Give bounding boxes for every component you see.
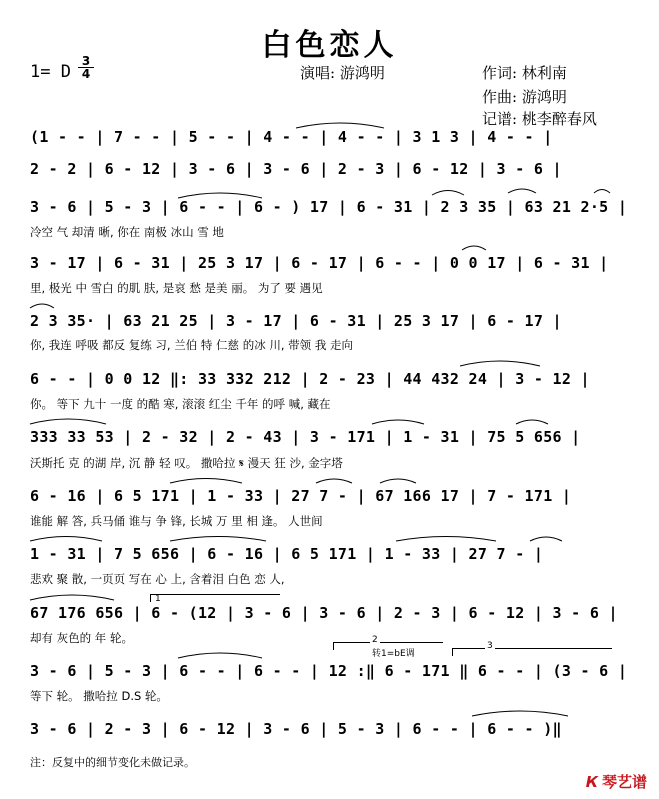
time-signature-bottom: 4 [81, 67, 91, 81]
song-title: 白色恋人 [261, 28, 398, 63]
slur-16 [170, 537, 266, 542]
slur-12 [170, 479, 242, 484]
watermark-text: 琴艺谱 [601, 773, 647, 791]
lyric-line-9: 悲欢 聚 散, 一页页 写在 心 上, 含着泪 白色 恋 人, [30, 572, 285, 586]
slur-5 [594, 190, 610, 194]
slur-7 [462, 246, 486, 250]
slur-14 [380, 479, 416, 483]
slur-4 [508, 189, 536, 193]
lyricist-credit: 作词: 林利南 [482, 64, 567, 82]
score-line-12: 3 - 6 | 2 - 3 | 6 - 12 | 3 - 6 | 5 - 3 | 6 - - | 6 - - )‖ [30, 720, 562, 738]
slur-8 [460, 361, 540, 366]
volta-number-1: 1 [155, 594, 161, 604]
slur-18 [530, 537, 562, 541]
lyric-line-3: 冷空 气 却清 晰, 你在 南极 冰山 雪 地 [30, 225, 224, 239]
composer-credit: 作曲: 游鸿明 [482, 88, 567, 106]
slur-13 [316, 479, 352, 483]
score-line-3: 3 - 6 | 5 - 3 | 6 - - | 6 - ) 17 | 6 - 31 | 2 3 35 | 63 21 2·5 | [30, 198, 628, 216]
score-line-11: 3 - 6 | 5 - 3 | 6 - - | 6 - - | 12 :‖ 6 - 171 ‖ 6 - - | (3 - 6 | [30, 662, 628, 680]
lyric-line-6: 你。 等下 九十 一度 的酷 寒, 滚滚 红尘 千年 的呼 喊, 藏在 [30, 397, 331, 411]
score-line-8: 6 - 16 | 6 5 171 | 1 - 33 | 27 7 - | 67 166 17 | 7 - 171 | [30, 487, 572, 505]
score-line-7: 333 33 53 | 2 - 32 | 2 - 43 | 3 - 171 | 1 - 31 | 75 5 656 | [30, 428, 581, 446]
score-line-4: 3 - 17 | 6 - 31 | 25 3 17 | 6 - 17 | 6 - - | 0 0 17 | 6 - 31 | [30, 254, 609, 272]
logo-mark-icon: К [585, 773, 598, 791]
slur-3 [432, 191, 464, 196]
watermark-logo [586, 771, 647, 792]
slur-20 [178, 653, 262, 658]
transcriber-credit: 记谱: 桃李醉春风 [482, 110, 597, 128]
score-line-5: 2 3 35· | 63 21 25 | 3 - 17 | 6 - 31 | 25 3 17 | 6 - 17 | [30, 312, 562, 330]
lyric-line-10: 却有 灰色的 年 轮。 [30, 631, 133, 645]
slur-1 [296, 123, 384, 128]
score-line-2: 2 - 2 | 6 - 12 | 3 - 6 | 3 - 6 | 2 - 3 | 6 - 12 | 3 - 6 | [30, 160, 562, 178]
score-line-10: 67 176 656 | 6 - (12 | 3 - 6 | 3 - 6 | 2 - 3 | 6 - 12 | 3 - 6 | [30, 604, 618, 622]
time-signature-top: 3 [78, 55, 94, 68]
slur-21 [472, 711, 568, 716]
volta-number-2: 2 [372, 635, 378, 645]
slur-17 [396, 537, 496, 542]
lyric-line-7: 沃斯托 克 的湖 岸, 沉 静 轻 叹。 撒哈拉 𝄋 漫天 狂 沙, 金字塔 [30, 456, 343, 470]
score-line-9: 1 - 31 | 7 5 656 | 6 - 16 | 6 5 171 | 1 - 33 | 27 7 - | [30, 545, 544, 563]
footnote: 注：反复中的细节变化未做记录。 [30, 756, 195, 769]
performer-credit: 演唱: 游鸿明 [300, 64, 385, 82]
lyric-line-5: 你, 我连 呼吸 都反 复练 习, 兰伯 特 仁慈 的冰 川, 带领 我 走向 [30, 338, 353, 352]
modulation-label: 转1=bE调 [372, 649, 415, 659]
slur-6 [30, 304, 54, 308]
lyric-line-4: 里, 极光 中 雪白 的肌 肤, 是哀 愁 是美 丽。 为了 要 遇见 [30, 281, 323, 295]
lyric-line-11: 等下 轮。 撒哈拉 D.S 轮。 [30, 689, 168, 703]
volta-number-3: 3 [487, 641, 493, 651]
slur-15 [30, 537, 102, 542]
slur-10 [372, 420, 424, 424]
slur-9 [30, 419, 106, 424]
score-line-6: 6 - - | 0 0 12 ‖: 33 332 212 | 2 - 23 | 44 432 24 | 3 - 12 | [30, 370, 590, 388]
slur-11 [516, 420, 548, 424]
slur-2 [178, 193, 262, 198]
key-signature: 1= D [30, 62, 71, 82]
lyric-line-8: 谁能 解 答, 兵马俑 谁与 争 锋, 长城 万 里 相 逢。 人世间 [30, 514, 323, 528]
score-line-1: (1 - - | 7 - - | 5 - - | 4 - - | 4 - - | 3 1 3 | 4 - - | [30, 128, 553, 146]
slur-19 [30, 595, 114, 600]
